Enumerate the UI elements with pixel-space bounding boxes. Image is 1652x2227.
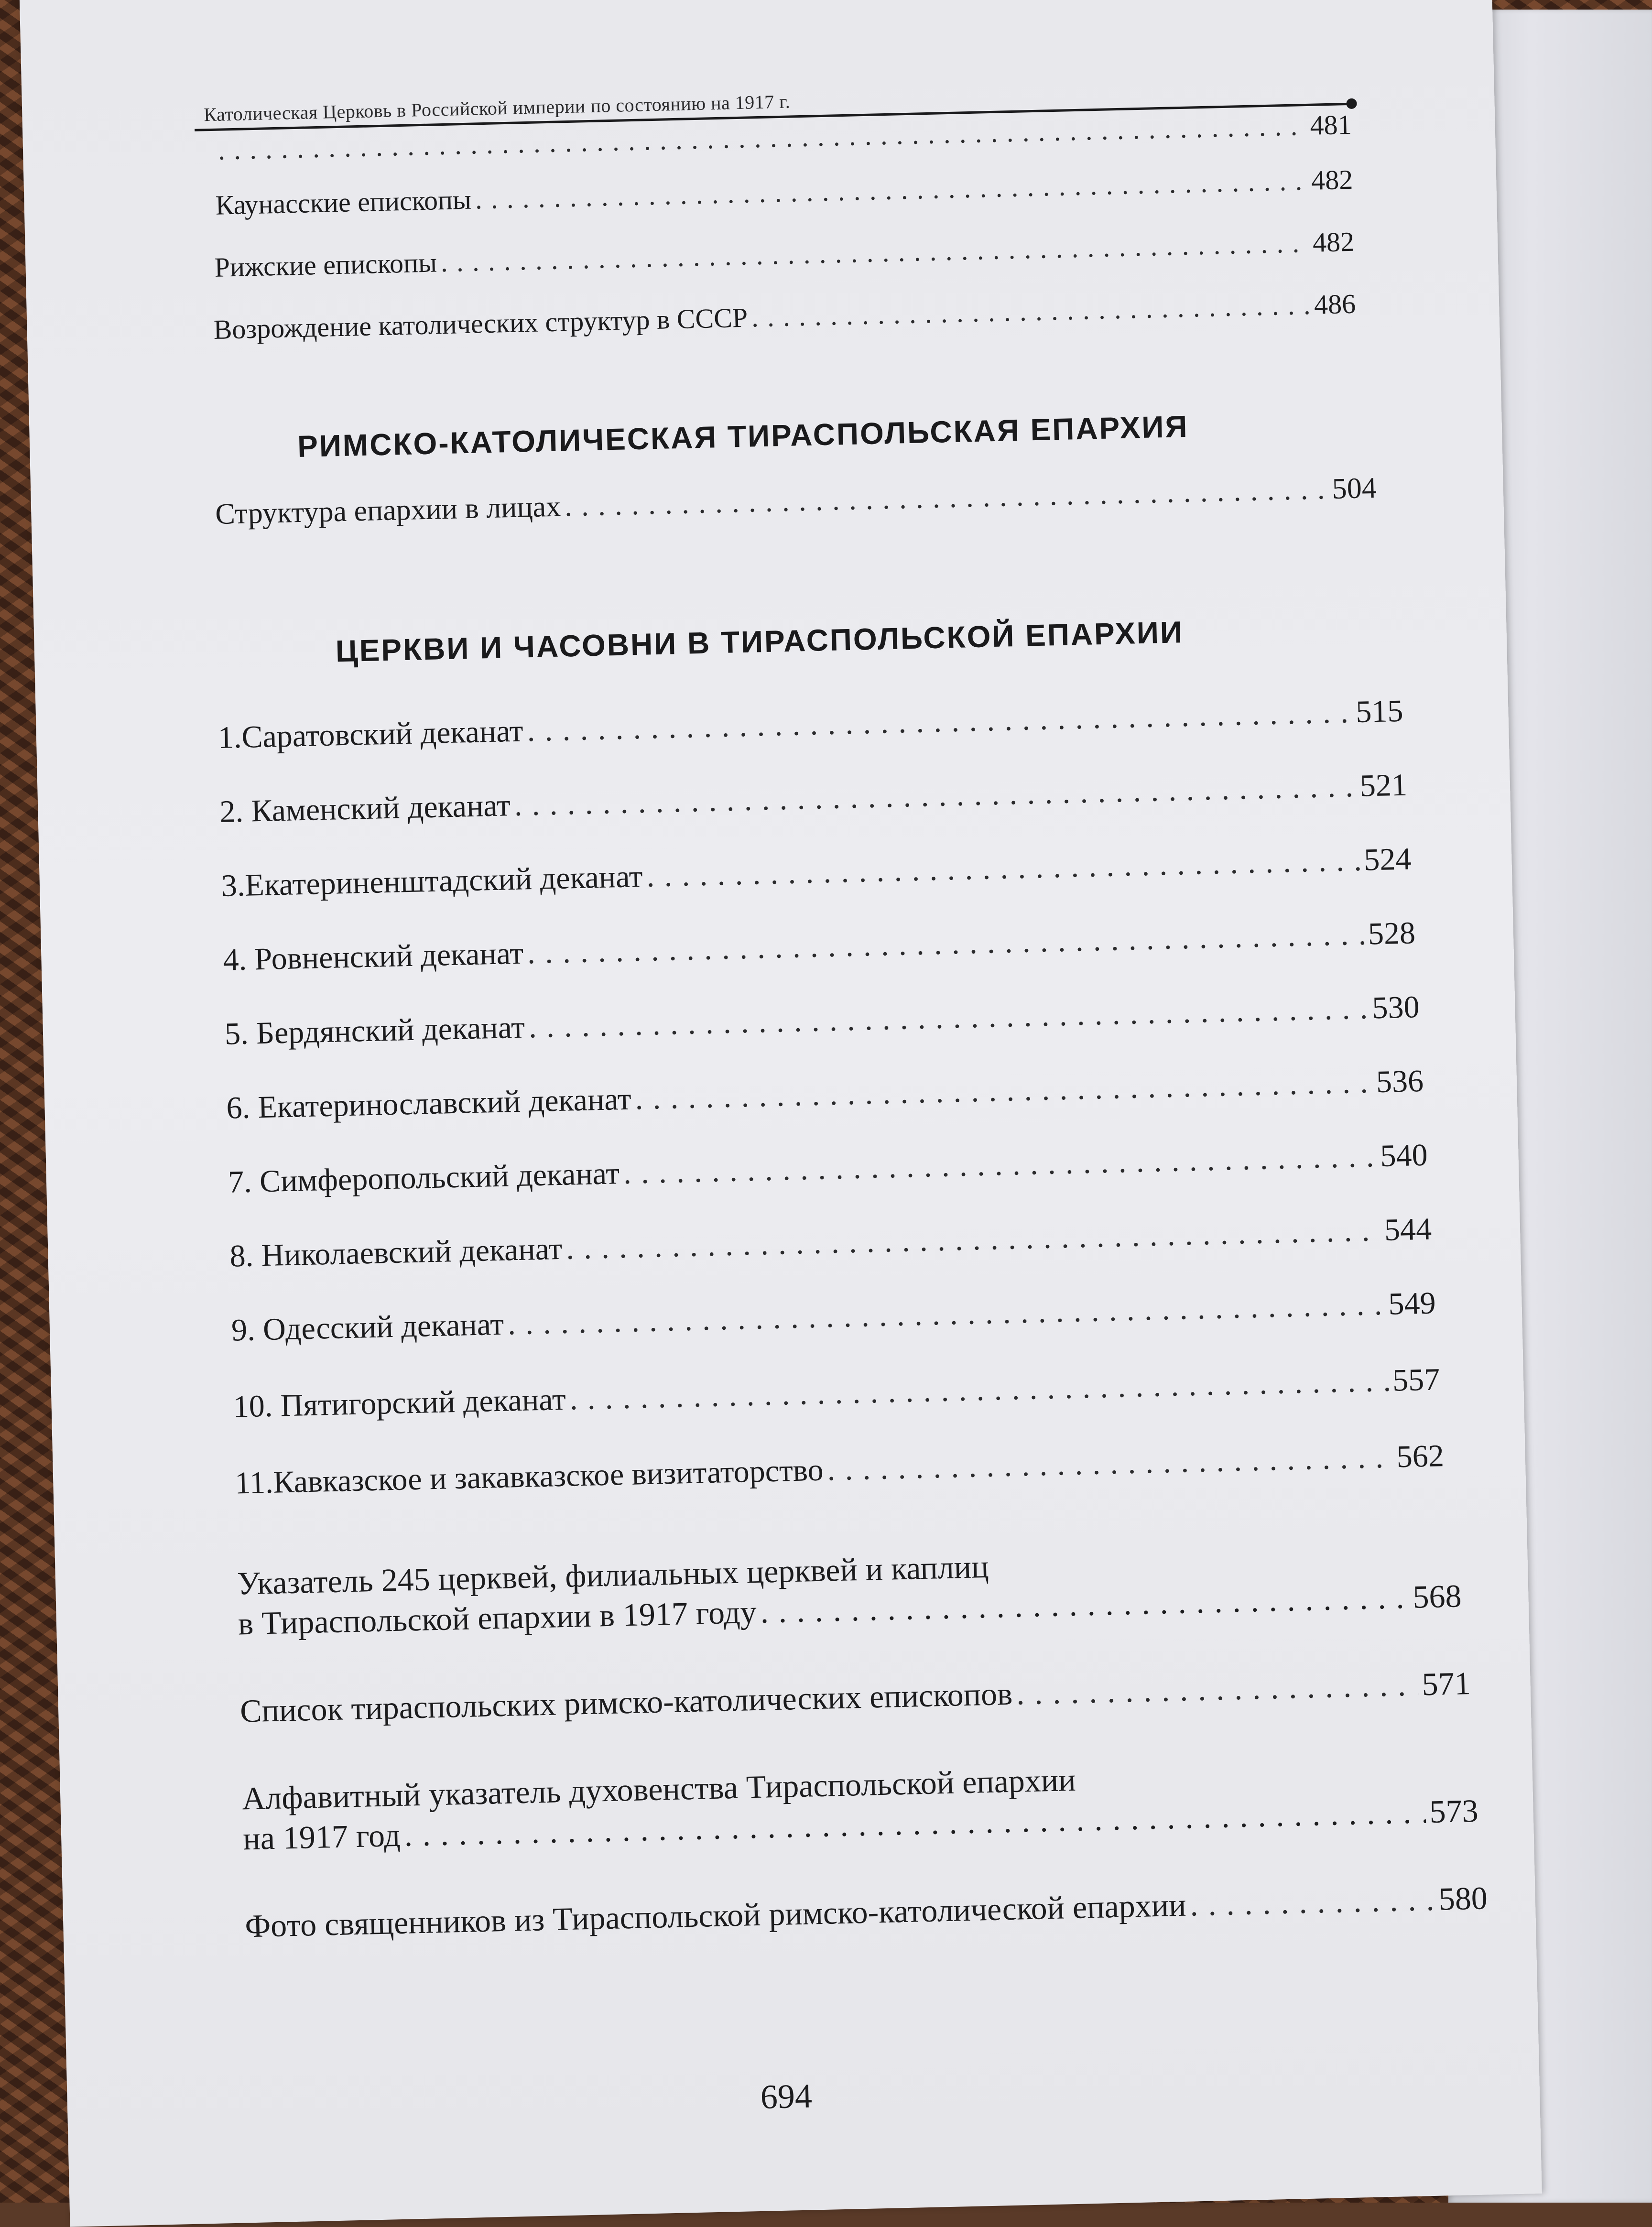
dot-leader: [527, 916, 1365, 972]
toc-entry-title: Список тираспольских римско-католических епископов: [239, 1675, 1013, 1729]
dot-leader: [527, 694, 1353, 749]
toc-entry-page: 486: [1314, 288, 1356, 320]
dot-leader: [1016, 1666, 1418, 1713]
dot-leader: [440, 227, 1309, 278]
clergy-index-entry: [241, 1750, 1478, 1859]
toc-entry: [235, 1438, 1445, 1501]
toc-entry-page: 549: [1388, 1285, 1436, 1322]
toc-entry-title: 11.Кавказское и закавказское визитаторство: [234, 1452, 824, 1501]
toc-entry-page: 573: [1429, 1792, 1479, 1830]
toc-entry-title-line1: Указатель 245 церквей, филиальных церквей и каплиц: [237, 1548, 989, 1602]
toc-entry: [224, 989, 1420, 1053]
toc-entry-page: 536: [1376, 1063, 1424, 1100]
dot-leader: [564, 472, 1328, 523]
toc-entry-title: 2. Каменский деканат: [219, 788, 511, 829]
toc-entry: [217, 693, 1403, 756]
toc-entry: [221, 841, 1412, 904]
toc-entry-title: 9. Одесский деканат: [231, 1306, 504, 1348]
toc-entry-title: 3.Екатериненштадский деканат: [221, 858, 643, 903]
toc-entry-page: 521: [1359, 767, 1408, 804]
toc-entry-title: 7. Симферопольский деканат: [228, 1156, 620, 1200]
toc-entry-page: 504: [1332, 471, 1377, 505]
toc-entry-title: Фото священников из Тираспольской римско-католической епархии: [244, 1886, 1187, 1945]
section-heading: РИМСКО-КАТОЛИЧЕСКАЯ ТИРАСПОЛЬСКАЯ ЕПАРХИЯ: [297, 409, 1189, 464]
dot-leader: [646, 842, 1361, 895]
toc-entry: [214, 226, 1355, 283]
dot-leader: [827, 1439, 1393, 1488]
toc-entry: [231, 1285, 1436, 1348]
toc-entry: [213, 288, 1356, 346]
toc-entry: [219, 767, 1408, 830]
toc-entry: [215, 163, 1353, 221]
toc-entry-title: 10. Пятигорский деканат: [232, 1381, 566, 1424]
toc-entry-page: 562: [1396, 1438, 1445, 1475]
bishops-list-entry: [239, 1664, 1471, 1730]
toc-entry-page: 482: [1312, 226, 1355, 258]
dot-leader: [1190, 1880, 1435, 1924]
dot-leader: [475, 164, 1308, 215]
toc-entry-title-line2: на 1917 год: [242, 1816, 401, 1857]
toc-entry-page: 568: [1412, 1577, 1462, 1615]
toc-entry-title-line2: в Тираспольской епархии в 1917 году: [238, 1593, 757, 1642]
toc-entry-page: 571: [1421, 1665, 1471, 1703]
dot-leader: [514, 768, 1357, 824]
toc-entry: [215, 471, 1377, 532]
toc-entry-title: 1.Саратовский деканат: [217, 713, 524, 755]
toc-entry-page: 524: [1363, 841, 1412, 878]
toc-entry-page: 540: [1380, 1137, 1428, 1174]
header-rule-dot: [1346, 98, 1357, 109]
dot-leader: [569, 1363, 1389, 1418]
dot-leader: [528, 990, 1369, 1046]
toc-entry-title: 5. Бердянский деканат: [224, 1010, 525, 1052]
dot-leader: [635, 1064, 1373, 1117]
toc-entry-title-line1: Алфавитный указатель духовенства Тираспольской епархии: [241, 1761, 1076, 1817]
toc-entry-page: 557: [1392, 1362, 1440, 1398]
toc-entry: [226, 1063, 1424, 1127]
toc-entry-title: Рижские епископы: [214, 247, 437, 283]
dot-leader: [565, 1212, 1381, 1267]
toc-entry-page: 580: [1438, 1879, 1488, 1917]
toc-entry-page: 530: [1371, 989, 1420, 1026]
running-head: Католическая Церковь в Российской империи по состоянию на 1917 г.: [203, 90, 791, 126]
toc-entry-page: 481: [1309, 109, 1352, 141]
section-heading: ЦЕРКВИ И ЧАСОВНИ В ТИРАСПОЛЬСКОЙ ЕПАРХИИ: [335, 615, 1184, 669]
toc-entry-title: 8. Николаевский деканат: [229, 1231, 563, 1274]
toc-entry-title: 6. Екатеринославский деканат: [226, 1081, 632, 1126]
toc-entry-title: Каунасские епископы: [215, 184, 472, 221]
toc-entry: [233, 1361, 1440, 1425]
dot-leader: [623, 1138, 1377, 1192]
priest-photos-entry: [245, 1879, 1488, 1945]
page-number: 694: [760, 2076, 813, 2116]
toc-entry-page: 515: [1355, 693, 1404, 729]
toc-entry: [229, 1211, 1432, 1275]
toc-entry-title: Возрождение католических структур в СССР: [213, 302, 748, 345]
book-page: [19, 0, 1542, 2227]
toc-entry-title: 4. Ровненский деканат: [222, 935, 524, 978]
toc-entry-page: 544: [1384, 1211, 1432, 1248]
toc-entry-page: 482: [1311, 163, 1353, 196]
dot-leader: [751, 289, 1311, 334]
index-churches-entry: [237, 1535, 1462, 1643]
toc-entry-page: 528: [1368, 915, 1416, 952]
toc-entry-title: Структура епархии в лицах: [215, 490, 561, 531]
toc-entry: [228, 1137, 1428, 1201]
dot-leader: [507, 1286, 1385, 1343]
toc-entry: [223, 915, 1416, 978]
